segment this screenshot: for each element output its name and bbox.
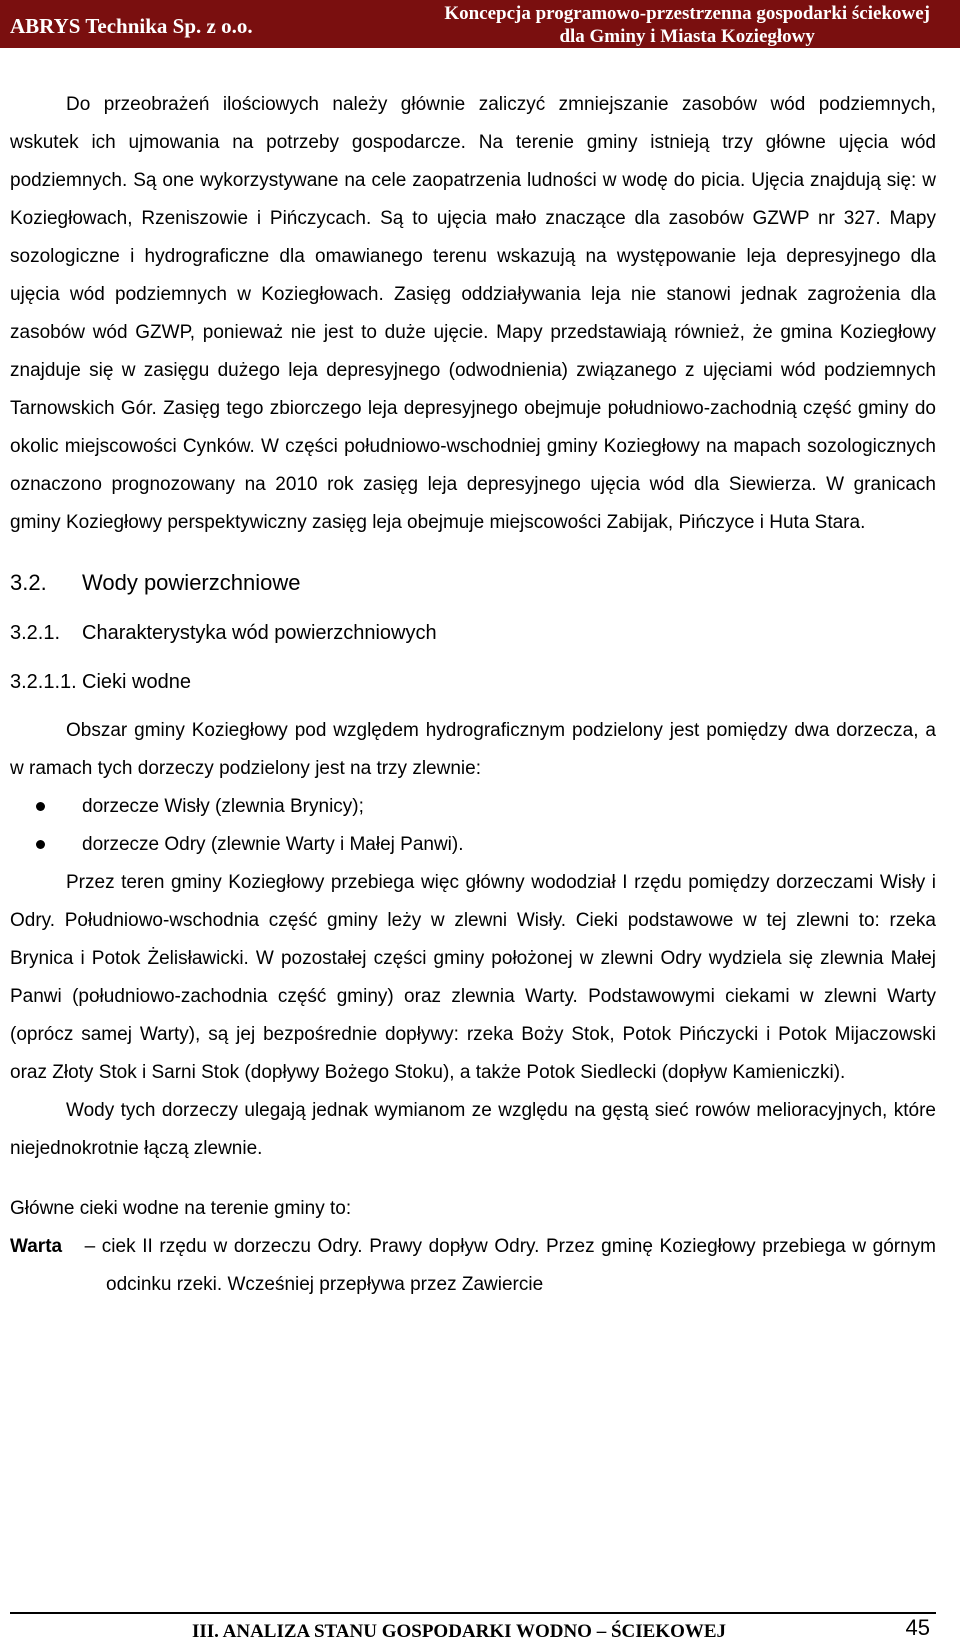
footer-divider: [10, 1612, 936, 1614]
document-title-line1: Koncepcja programowo-przestrzenna gospodarki ściekowej: [444, 3, 930, 24]
list-item: dorzecze Odry (zlewnie Warty i Małej Panwi).: [10, 826, 936, 864]
paragraph-main-streams: Główne cieki wodne na terenie gminy to:: [10, 1198, 352, 1219]
stream-name: Warta: [10, 1236, 63, 1257]
section-title: Wody powierzchniowe: [82, 570, 301, 595]
document-title-line2: dla Gminy i Miasta Koziegłowy: [559, 26, 815, 47]
paragraph-drainage: Wody tych dorzeczy ulegają jednak wymianom ze względu na gęstą sieć rowów melioracyjnych, które niejednokrotnie łączą zlewnie.: [10, 1100, 936, 1159]
document-title: [444, 2, 930, 48]
chapter-title: III. ANALIZA STANU GOSPODARKI WODNO – ŚCIEKOWEJ: [192, 1621, 727, 1642]
stream-entry-warta: [10, 1228, 936, 1304]
page-content: [10, 86, 936, 1304]
section-number: 3.2.1.: [10, 622, 61, 644]
section-title: Charakterystyka wód powierzchniowych: [82, 622, 437, 644]
paragraph-watershed: Przez teren gminy Koziegłowy przebiega więc główny wododział I rzędu pomiędzy dorzeczami Wisły i Odry. Południowo-wschodnia część gminy leży w zlewni Wisły. Cieki podstawowe w tej zlewni to: rzeka Brynica i Potok Żelisławicki. W pozostałej części gminy położonej w zlewni Odry wydziela się zlewnia Małej Panwi (południowo-zachodnia część gminy) oraz zlewnia Warty. Podstawowymi ciekami w zlewni Warty (oprócz samej Warty), są jej bezpośrednie dopływy: rzeka Boży Stok, Potok Pińczycki i Potok Mijaczowski oraz Złoty Stok i Sarni Stok (dopływy Bożego Stoku), a także Potok Siedlecki (dopływ Kamieniczki).: [10, 872, 936, 1083]
paragraph-basins-intro: Obszar gminy Koziegłowy pod względem hydrograficznym podzielony jest pomiędzy dwa dorzecza, a w ramach tych dorzeczy podzielony jest na trzy zlewnie:: [10, 720, 936, 779]
section-heading-3-2-1-1: [10, 671, 936, 694]
page-number: 45: [905, 1615, 930, 1640]
section-heading-3-2-1: [10, 622, 936, 645]
section-title: Cieki wodne: [82, 671, 191, 693]
section-number: 3.2.: [10, 570, 47, 595]
section-heading-3-2: [10, 570, 936, 596]
company-name: ABRYS Technika Sp. z o.o.: [10, 14, 253, 38]
page-footer: [0, 1617, 960, 1645]
basins-list: [10, 788, 936, 864]
page-header: [0, 0, 960, 48]
stream-description: – ciek II rzędu w dorzeczu Odry. Prawy dopływ Odry. Przez gminę Koziegłowy przebiega w górnym odcinku rzeki. Wcześniej przepływa przez Zawiercie: [84, 1236, 937, 1295]
bullet-icon: [36, 802, 45, 811]
section-number: 3.2.1.1.: [10, 671, 77, 693]
list-item: dorzecze Wisły (zlewnia Brynicy);: [10, 788, 936, 826]
paragraph-groundwater: Do przeobrażeń ilościowych należy głównie zaliczyć zmniejszanie zasobów wód podziemnych, wskutek ich ujmowania na potrzeby gospodarcze. Na terenie gminy istnieją trzy główne ujęcia wód podziemnych. Są one wykorzystywane na cele zaopatrzenia ludności w wodę do picia. Ujęcia znajdują się: w Koziegłowach, Rzeniszowie i Pińczycach. Są to ujęcia mało znaczące dla zasobów GZWP nr 327. Mapy sozologiczne i hydrograficzne dla omawianego terenu wskazują na występowanie leja depresyjnego dla ujęcia wód podziemnych w Koziegłowach. Zasięg oddziaływania leja nie stanowi jednak zagrożenia dla zasobów wód GZWP, ponieważ nie jest to duże ujęcie. Mapy przedstawiają również, że gmina Koziegłowy znajduje się w zasięgu dużego leja depresyjnego (odwodnienia) związanego z ujęciami wód podziemnych Tarnowskich Gór. Zasięg tego zbiorczego leja depresyjnego obejmuje południowo-zachodnią część gminy do okolic miejscowości Cynków. W części południowo-wschodniej gminy Koziegłowy na mapach sozologicznych oznaczono prognozowany na 2010 rok zasięg leja depresyjnego ujęcia wód dla Siewierza. W granicach gminy Koziegłowy perspektywiczny zasięg leja obejmuje miejscowości Zabijak, Pińczyce i Huta Stara.: [10, 94, 936, 533]
bullet-icon: [36, 840, 45, 849]
